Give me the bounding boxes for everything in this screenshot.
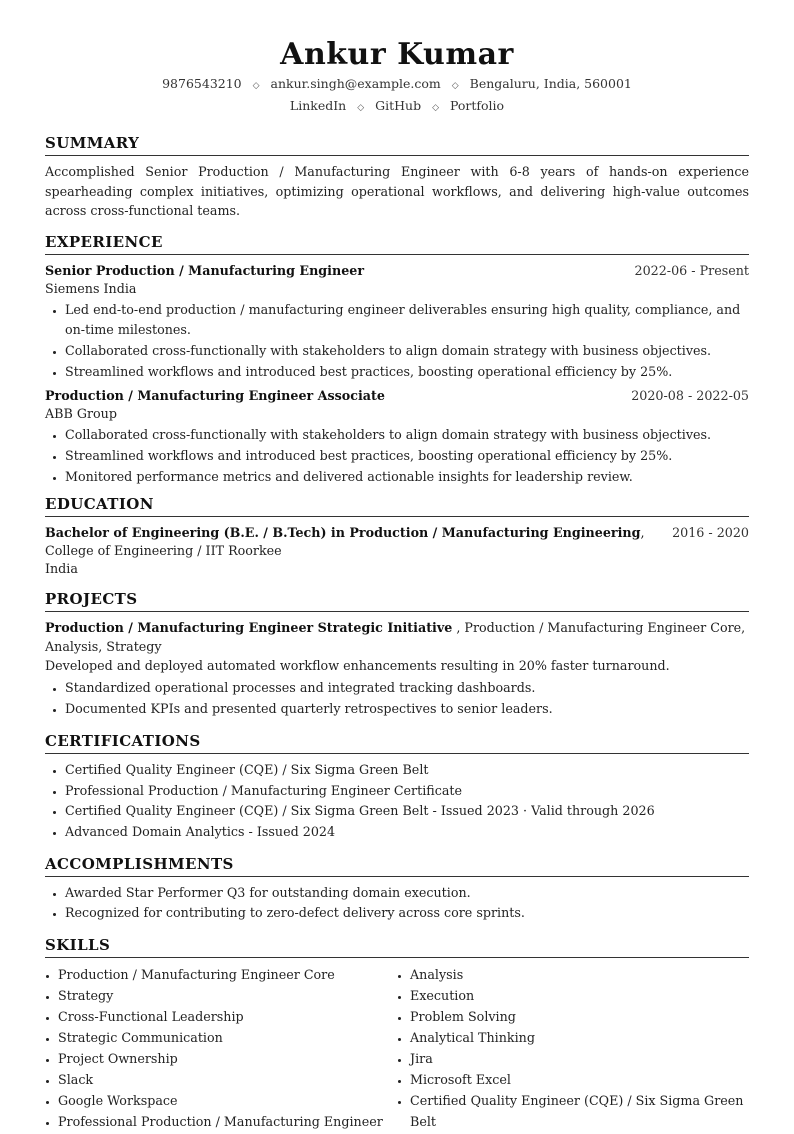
accomplishment-item: • Awarded Star Performer Q3 for outstanding domain execution. [65,883,749,904]
separator-icon: ◇ [357,103,365,113]
project-name: Production / Manufacturing Engineer Strategic Initiative [45,620,453,636]
bullet-item: • Streamlined workflows and introduced best practices, boosting operational efficiency by 25%. [65,362,749,383]
bullet-item: • Collaborated cross-functionally with stakeholders to align domain strategy with business objectives. [65,425,749,446]
skills-column-left [45,964,397,1132]
skill-item: • Cross-Functional Leadership [58,1006,397,1027]
job-dates: 2022-06 - Present [634,262,749,278]
certifications-heading: CERTIFICATIONS [45,732,749,754]
links-line [45,96,749,118]
skills-grid [45,964,749,1132]
bullet-item: • Collaborated cross-functionally with stakeholders to align domain strategy with business objectives. [65,341,749,362]
separator-icon: ◇ [252,81,260,91]
skills-column-right [397,964,749,1132]
skill-item: • Strategy [58,985,397,1006]
email-link[interactable]: ankur.singh@example.com [270,76,441,91]
skill-item: • Jira [410,1048,749,1069]
skill-item: • Analysis [410,964,749,985]
skill-item: • Analytical Thinking [410,1027,749,1048]
job-title: Production / Manufacturing Engineer Associate [45,388,385,404]
bullet-item: • Led end-to-end production / manufacturing engineer deliverables ensuring high quality, compliance, and on-time milestones. [65,300,749,341]
education-heading: EDUCATION [45,495,749,517]
bullet-item: • Documented KPIs and presented quarterly retrospectives to senior leaders. [65,699,749,720]
project-header [45,618,749,656]
experience-heading: EXPERIENCE [45,233,749,255]
bullet-item: • Standardized operational processes and integrated tracking dashboards. [65,678,749,699]
github-link[interactable]: GitHub [375,98,422,113]
job-dates: 2020-08 - 2022-05 [631,388,749,404]
project-bullets [45,678,749,719]
certification-item: • Professional Production / Manufacturing Engineer Certificate [65,781,749,802]
portfolio-link[interactable]: Portfolio [449,98,505,113]
school-country: India [45,561,78,577]
resume-page [45,0,749,1132]
skill-item: • Problem Solving [410,1006,749,1027]
degree: Bachelor of Engineering (B.E. / B.Tech) in Production / Manufacturing Engineering [45,525,641,541]
job-entry [45,386,749,487]
certification-item: • Certified Quality Engineer (CQE) / Six Sigma Green Belt [65,760,749,781]
summary-text: Accomplished Senior Production / Manufacturing Engineer with 6-8 years of hands-on experience spearheading complex initiatives, optimizing operational workflows, and delivering high-value outcomes across cross-functional teams. [45,164,749,218]
projects-heading: PROJECTS [45,590,749,612]
skill-item: • Professional Production / Manufacturing Engineer [58,1111,397,1132]
job-title: Senior Production / Manufacturing Engineer [45,262,365,278]
degree-suffix: , [640,525,645,541]
skill-item: • Strategic Communication [58,1027,397,1048]
project-description: Developed and deployed automated workflow enhancements resulting in 20% faster turnaround. [45,658,670,674]
company-name: ABB Group [45,406,117,422]
linkedin-link[interactable]: LinkedIn [289,98,347,113]
location: Bengaluru, India, 560001 [469,76,632,91]
job-bullets [45,425,749,487]
skill-item: • Google Workspace [58,1090,397,1111]
certification-item: • Advanced Domain Analytics - Issued 2024 [65,822,749,843]
separator-icon: ◇ [451,81,459,91]
certifications-list [45,760,749,843]
project-tags: , Production / Manufacturing Engineer Core, Analysis, Strategy [45,620,746,655]
accomplishments-heading: ACCOMPLISHMENTS [45,855,749,877]
skill-item: • Certified Quality Engineer (CQE) / Six Sigma Green Belt [410,1090,749,1132]
skill-item: • Slack [58,1069,397,1090]
summary-heading: SUMMARY [45,134,749,156]
phone: 9876543210 [162,76,242,91]
skill-item: • Microsoft Excel [410,1069,749,1090]
job-entry [45,261,749,383]
contact-line [45,74,749,96]
bullet-item: • Monitored performance metrics and delivered actionable insights for leadership review. [65,467,749,488]
accomplishments-list [45,883,749,924]
candidate-name: Ankur Kumar [280,37,514,72]
skill-item: • Production / Manufacturing Engineer Core [58,964,397,985]
separator-icon: ◇ [432,103,439,113]
company-name: Siemens India [45,280,137,296]
bullet-item: • Streamlined workflows and introduced best practices, boosting operational efficiency by 25%. [65,446,749,467]
skill-item: • Execution [410,985,749,1006]
school-name: College of Engineering / IIT Roorkee [45,543,282,559]
skill-item: • Project Ownership [58,1048,397,1069]
accomplishment-item: • Recognized for contributing to zero-defect delivery across core sprints. [65,903,749,924]
job-bullets [45,300,749,383]
skills-heading: SKILLS [45,936,749,958]
certification-item: • Certified Quality Engineer (CQE) / Six Sigma Green Belt - Issued 2023 · Valid through 2026 [65,801,749,822]
education-dates: 2016 - 2020 [672,525,749,541]
